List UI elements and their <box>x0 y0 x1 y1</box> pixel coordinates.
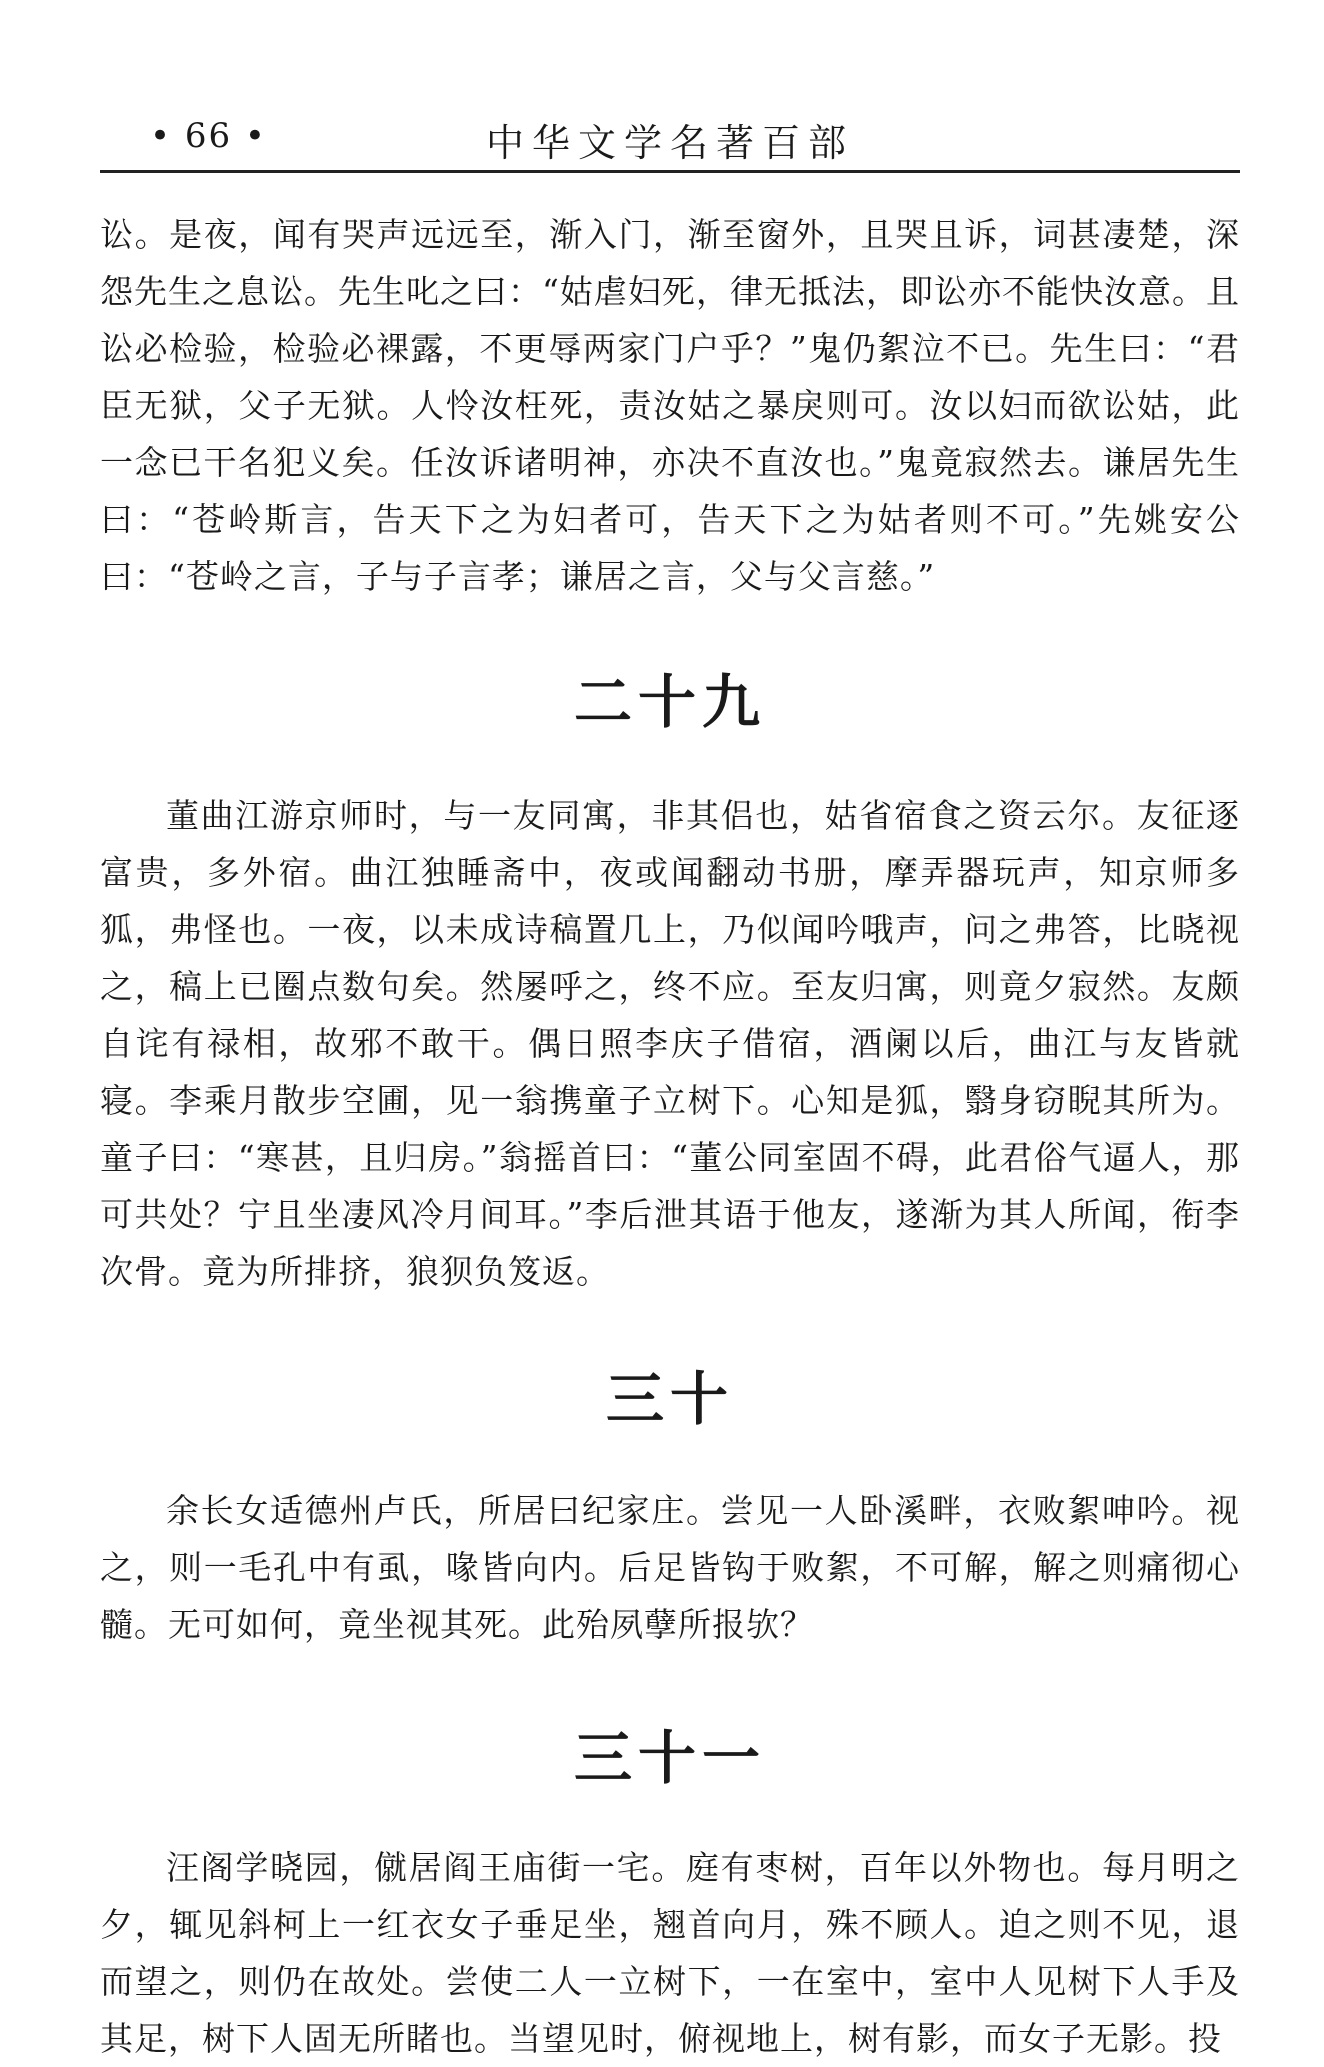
page-body <box>100 206 1240 2067</box>
section-heading-30: 三十 <box>605 1365 734 1433</box>
running-title: 中华文学名著百部 <box>485 121 854 165</box>
section-paragraph-29: 董曲江游京师时，与一友同寓，非其侣也，姑省宿食之资云尔。友征逐富贵，多外宿。曲江独睡斋中，夜或闻翻动书册，摩弄器玩声，知京师多狐，弗怪也。一夜，以未成诗稿置几上，乃似闻吟哦声，问之弗答，比晓视之，稿上已圈点数句矣。然屡呼之，终不应。至友归寓，则竟夕寂然。友颇自诧有禄相，故邪不敢干。偶日照李庆子借宿，酒阑以后，曲江与友皆就寝。李乘月散步空圃，见一翁携童子立树下。心知是狐，翳身窃睨其所为。童子曰：“寒甚，且归房。”翁摇首曰：“董公同室固不碍，此君俗气逼人，那可共处？宁且坐凄风冷月间耳。”李后泄其语于他友，遂渐为其人所闻，衔李次骨。竟为所排挤，狼狈负笈返。 <box>100 796 1240 1291</box>
page-number: • 66 • <box>150 116 267 156</box>
section-heading-31: 三十一 <box>573 1724 766 1792</box>
section-paragraph-31: 汪阁学晓园，僦居阎王庙街一宅。庭有枣树，百年以外物也。每月明之夕，辄见斜柯上一红衣女子垂足坐，翘首向月，殊不顾人。迫之则不见，退而望之，则仍在故处。尝使二人一立树下，一在室中，室中人见树下人手及其足，树下人固无所睹也。当望见时，俯视地上，树有影，而女子无影。投 <box>100 1848 1240 2058</box>
header-divider <box>100 170 1240 173</box>
page-header <box>100 108 1240 168</box>
continuation-paragraph: 讼。是夜，闻有哭声远远至，渐入门，渐至窗外，且哭且诉，词甚凄楚，深怨先生之息讼。先生叱之曰：“姑虐妇死，律无抵法，即讼亦不能快汝意。且讼必检验，检验必裸露，不更辱两家门户乎？”鬼仍絮泣不已。先生曰：“君臣无狱，父子无狱。人怜汝枉死，责汝姑之暴戾则可。汝以妇而欲讼姑，此一念已干名犯义矣。任汝诉诸明神，亦决不直汝也。”鬼竟寂然去。谦居先生曰：“苍岭斯言，告天下之为妇者可，告天下之为姑者则不可。”先姚安公曰：“苍岭之言，子与子言孝；谦居之言，父与父言慈。” <box>100 215 1240 596</box>
section-heading-29: 二十九 <box>573 668 766 736</box>
section-paragraph-30: 余长女适德州卢氏，所居曰纪家庄。尝见一人卧溪畔，衣败絮呻吟。视之，则一毛孔中有虱，喙皆向内。后足皆钩于败絮，不可解，解之则痛彻心髓。无可如何，竟坐视其死。此殆夙孽所报欤？ <box>100 1491 1240 1644</box>
